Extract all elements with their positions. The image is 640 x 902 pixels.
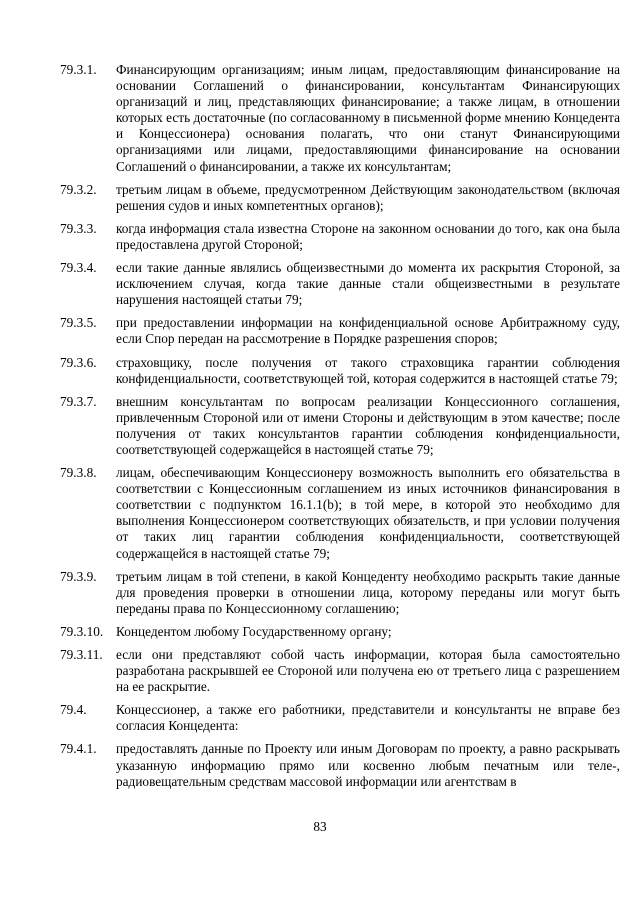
clause-number: 79.3.6. xyxy=(60,354,97,370)
clause-79-3-10 xyxy=(60,624,620,640)
clause-text: Концедентом любому Государственному органу; xyxy=(116,623,392,639)
clause-text: Концессионер, а также его работники, представители и консультанты не вправе без согласия Концедента: xyxy=(116,702,620,734)
clause-number: 79.3.5. xyxy=(60,315,97,331)
clause-list xyxy=(60,62,620,797)
clause-number: 79.3.7. xyxy=(60,393,97,409)
clause-text: лицам, обеспечивающим Концессионеру возможность выполнить его обязательства в соответствии с Концессионным соглашением из иных источников финансирования в соответствии с подпунктом 16.1.1(b); в той мере, в которой это необходимо для выполнения Концессионером соответствующих обязательств, и при условии получения от таких лиц гарантии соблюдения конфиденциальности, соответствующей содержащейся в настоящей статье 79; xyxy=(116,465,620,561)
clause-text: если они представляют собой часть информации, которая была самостоятельно разработана раскрывшей ее Стороной или получена ею от третьего лица с разрешением на ее раскрытие. xyxy=(116,647,620,695)
clause-79-3-7 xyxy=(60,394,620,458)
clause-number: 79.4. xyxy=(60,702,87,718)
clause-text: предоставлять данные по Проекту или иным Договорам по проекту, а равно раскрывать указанную информацию прямо или косвенно любым печатным или теле-, радиовещательным средствам массовой информации или агентствам в xyxy=(116,741,620,789)
clause-number: 79.3.8. xyxy=(60,465,97,481)
clause-79-3-5 xyxy=(60,315,620,347)
clause-79-3-8 xyxy=(60,465,620,562)
clause-text: когда информация стала известна Стороне на законном основании до того, как она была предоставлена другой Стороной; xyxy=(116,220,620,252)
clause-number: 79.3.11. xyxy=(60,647,103,662)
clause-text: внешним консультантам по вопросам реализации Концессионного соглашения, привлеченным Стороной или от имени Стороны и действующим в этом качестве; после получения от таких консультантов гарантии соблюдения конфиденциальности, соответствующей содержащейся в настоящей статье 79; xyxy=(116,393,620,457)
clause-79-3-11 xyxy=(60,647,620,695)
clause-text: страховщику, после получения от такого страховщика гарантии соблюдения конфиденциальности, соответствующей той, которая содержится в настоящей статье 79; xyxy=(116,354,620,386)
clause-text: при предоставлении информации на конфиденциальной основе Арбитражному суду, если Спор передан на рассмотрение в Порядке разрешения споров; xyxy=(116,315,620,347)
clause-number: 79.3.9. xyxy=(60,568,97,584)
clause-79-3-6 xyxy=(60,355,620,387)
clause-79-4-1 xyxy=(60,741,620,789)
clause-number: 79.4.1. xyxy=(60,741,97,757)
clause-number: 79.3.3. xyxy=(60,220,97,236)
clause-text: если такие данные являлись общеизвестными до момента их раскрытия Стороной, за исключением случая, когда такие данные стали общеизвестными в результате нарушения настоящей статьи 79; xyxy=(116,260,620,308)
clause-79-3-4 xyxy=(60,260,620,308)
clause-number: 79.3.10. xyxy=(60,623,104,639)
clause-79-3-1 xyxy=(60,62,620,175)
clause-79-4 xyxy=(60,702,620,734)
clause-text: третьим лицам в той степени, в какой Концеденту необходимо раскрыть такие данные для проведения проверки в отношении лица, которому переданы или могут быть переданы права по Концессионному соглашению; xyxy=(116,568,620,616)
clause-79-3-2 xyxy=(60,182,620,214)
clause-number: 79.3.4. xyxy=(60,260,97,276)
clause-79-3-3 xyxy=(60,221,620,253)
clause-number: 79.3.2. xyxy=(60,181,97,197)
page-number: 83 xyxy=(313,819,327,834)
clause-79-3-9 xyxy=(60,569,620,617)
clause-text: Финансирующим организациям; иным лицам, предоставляющим финансирование на основании Соглашений о финансировании, консультантам Финансирующих организаций и лиц, представляющих финансирование; а также лицам, в отношении которых есть достаточные (по согласованному в письменной форме мнению Концедента и Концессионера) основания полагать, что они станут Финансирующими организациями или лицами, предоставляющими финансирование на основании Соглашений о финансировании, а также их консультантам; xyxy=(116,62,620,174)
clause-text: третьим лицам в объеме, предусмотренном Действующим законодательством (включая решения судов и иных компетентных органов); xyxy=(116,181,620,213)
clause-number: 79.3.1. xyxy=(60,62,97,77)
